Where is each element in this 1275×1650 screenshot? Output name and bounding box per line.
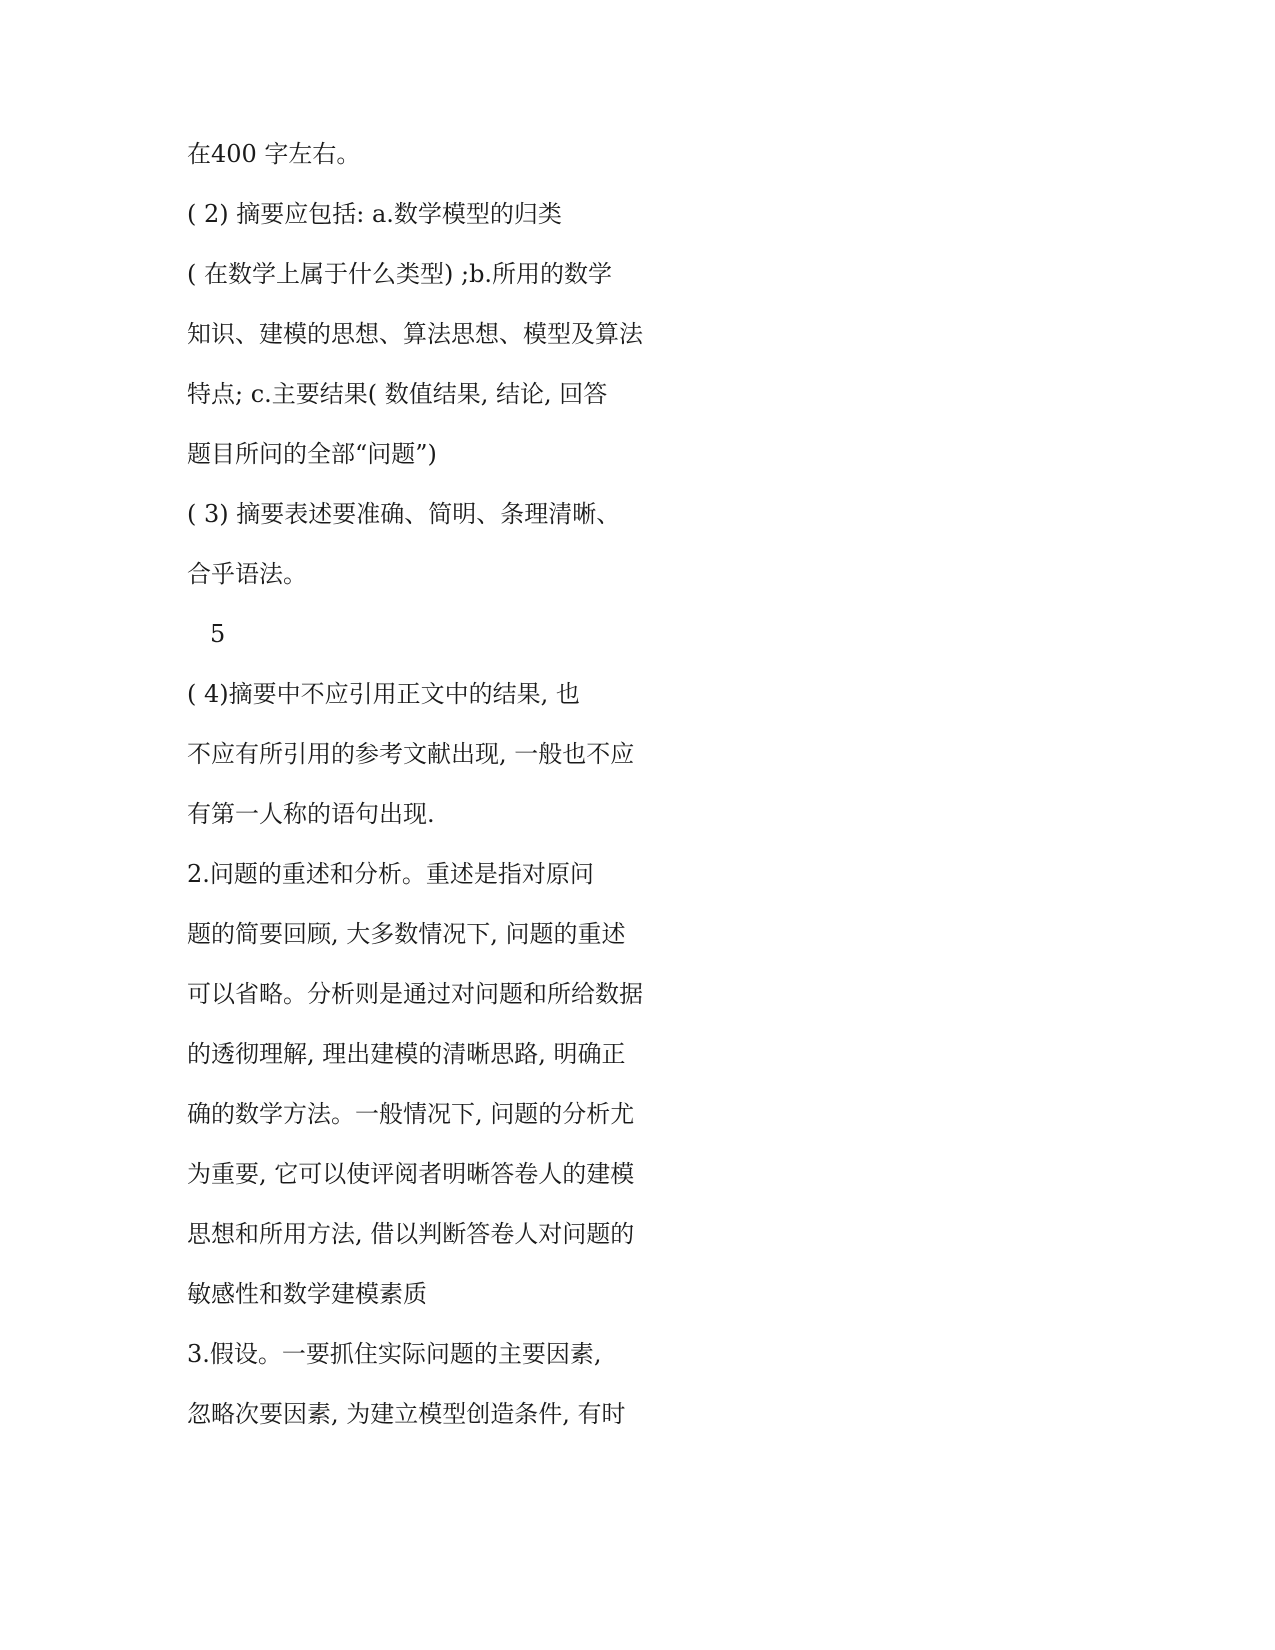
text-line: 特点; c.主要结果( 数值结果, 结论, 回答 [187, 380, 608, 408]
text-line: 题目所问的全部“问题”) [187, 440, 437, 468]
text-line: 思想和所用方法, 借以判断答卷人对问题的 [187, 1220, 635, 1248]
text-line: ( 2) 摘要应包括: a.数学模型的归类 [187, 200, 562, 228]
text-line: 可以省略。分析则是通过对问题和所给数据 [187, 980, 643, 1008]
text-line: 题的简要回顾, 大多数情况下, 问题的重述 [187, 920, 626, 948]
text-line: 确的数学方法。一般情况下, 问题的分析尤 [187, 1100, 635, 1128]
text-line: 敏感性和数学建模素质 [187, 1280, 427, 1308]
text-line: 合乎语法。 [187, 560, 307, 588]
text-line: 有第一人称的语句出现. [187, 800, 435, 828]
text-line: 在400 字左右。 [187, 140, 361, 168]
text-line: 2.问题的重述和分析。重述是指对原问 [187, 860, 594, 888]
text-line: 知识、建模的思想、算法思想、模型及算法 [187, 320, 643, 348]
text-line: 忽略次要因素, 为建立模型创造条件, 有时 [187, 1400, 626, 1428]
text-line: ( 在数学上属于什么类型) ;b.所用的数学 [187, 260, 613, 288]
page-number: 5 [210, 620, 226, 648]
text-line: ( 3) 摘要表述要准确、简明、条理清晰、 [187, 500, 621, 528]
text-line: ( 4)摘要中不应引用正文中的结果, 也 [187, 680, 580, 708]
document-body [187, 142, 687, 1462]
text-line: 3.假设。一要抓住实际问题的主要因素, [187, 1340, 602, 1368]
text-line: 为重要, 它可以使评阅者明晰答卷人的建模 [187, 1160, 635, 1188]
text-line: 的透彻理解, 理出建模的清晰思路, 明确正 [187, 1040, 626, 1068]
text-line: 不应有所引用的参考文献出现, 一般也不应 [187, 740, 635, 768]
